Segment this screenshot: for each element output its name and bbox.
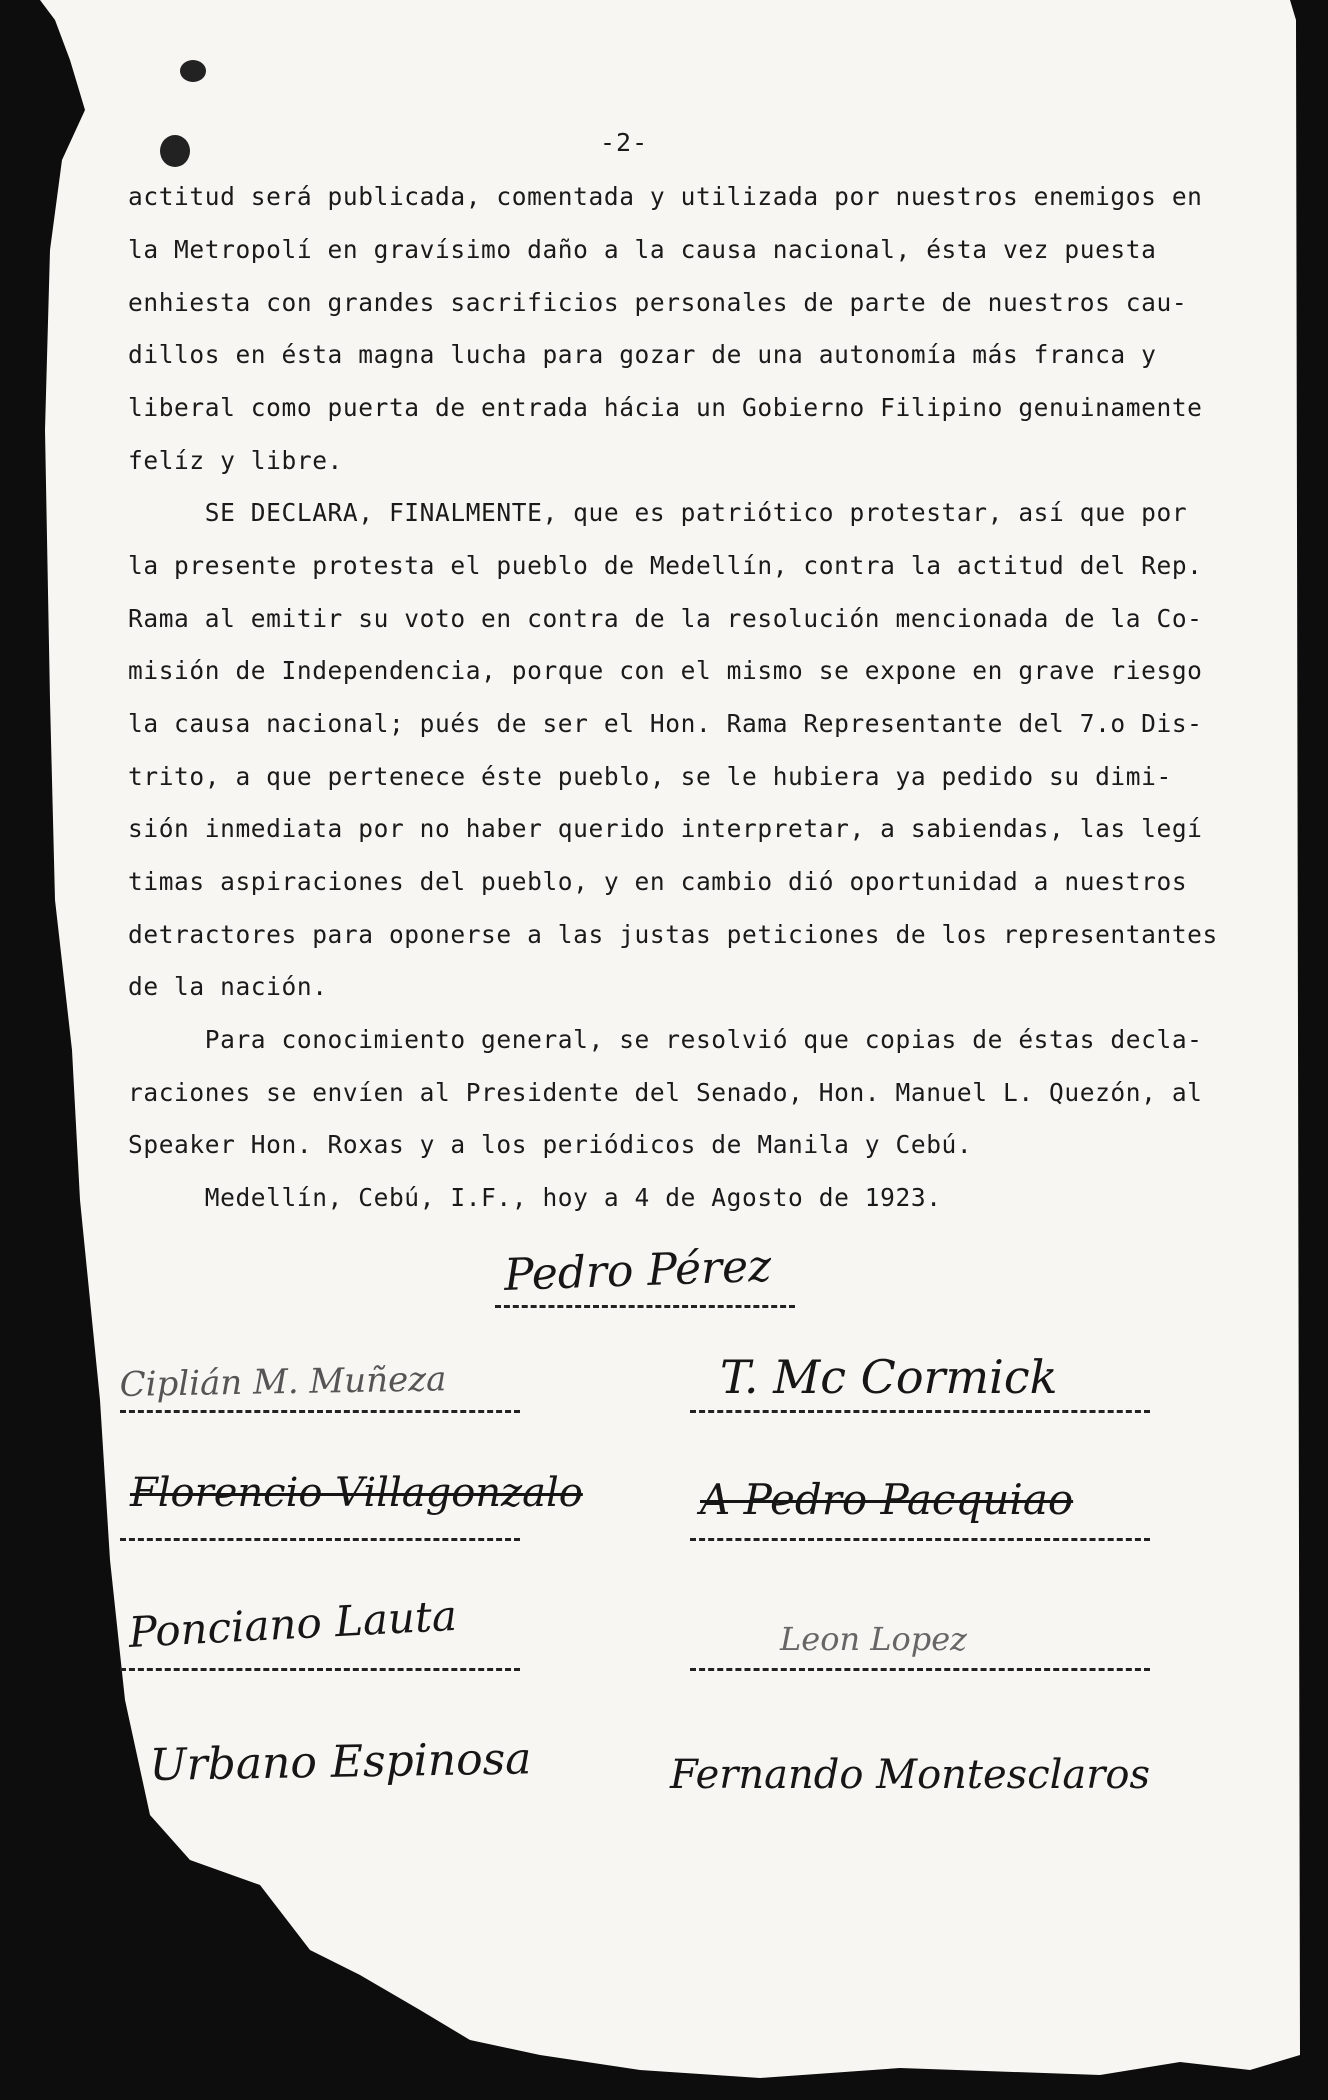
body-line: trito, a que pertenece éste pueblo, se le hubiera ya pedido su dimi-: [128, 762, 1172, 791]
body-line: la Metropolí en gravísimo daño a la causa nacional, ésta vez puesta: [128, 235, 1157, 264]
body-line: SE DECLARA, FINALMENTE, que es patriótico protestar, así que por: [128, 498, 1188, 527]
body-line: timas aspiraciones del pueblo, y en cambio dió oportunidad a nuestros: [128, 867, 1188, 896]
signature: T. Mc Cormick: [720, 1350, 1058, 1404]
body-line: enhiesta con grandes sacrificios personales de parte de nuestros cau-: [128, 288, 1188, 317]
signature: Ciplián M. Muñeza: [119, 1359, 447, 1405]
body-line: la presente protesta el pueblo de Medellín, contra la actitud del Rep.: [128, 551, 1203, 580]
page-number: -2-: [600, 128, 649, 157]
signature-line: [495, 1305, 795, 1308]
body-line: dillos en ésta magna lucha para gozar de una autonomía más franca y: [128, 340, 1157, 369]
body-line: de la nación.: [128, 972, 328, 1001]
signature-line: [690, 1410, 1150, 1413]
signature-line: [120, 1410, 520, 1413]
signature-line: [690, 1668, 1150, 1671]
body-line: liberal como puerta de entrada hácia un Gobierno Filipino genuinamente: [128, 393, 1203, 422]
signature-line: [120, 1538, 520, 1541]
signature: Florencio Villagonzalo: [130, 1470, 583, 1516]
signature: A Pedro Pacquiao: [700, 1475, 1074, 1524]
body-line: Para conocimiento general, se resolvió que copias de éstas decla-: [128, 1025, 1203, 1054]
signature: Leon Lopez: [780, 1620, 968, 1658]
body-line: detractores para oponerse a las justas peticiones de los representantes: [128, 920, 1218, 949]
body-line: raciones se envíen al Presidente del Senado, Hon. Manuel L. Quezón, al: [128, 1078, 1203, 1107]
body-line: la causa nacional; pués de ser el Hon. Rama Representante del 7.o Dis-: [128, 709, 1203, 738]
signature-line: [690, 1538, 1150, 1541]
body-line: actitud será publicada, comentada y utilizada por nuestros enemigos en: [128, 182, 1203, 211]
signature-line: [120, 1668, 520, 1671]
signature: Pedro Pérez: [503, 1240, 773, 1301]
body-line: Speaker Hon. Roxas y a los periódicos de Manila y Cebú.: [128, 1130, 973, 1159]
signature: Urbano Espinosa: [149, 1733, 532, 1791]
body-line: felíz y libre.: [128, 446, 343, 475]
body-line: sión inmediata por no haber querido interpretar, a sabiendas, las legí: [128, 814, 1203, 843]
dateline: Medellín, Cebú, I.F., hoy a 4 de Agosto de 1923.: [128, 1183, 942, 1212]
body-line: Rama al emitir su voto en contra de la resolución mencionada de la Co-: [128, 604, 1203, 633]
body-line: misión de Independencia, porque con el mismo se expone en grave riesgo: [128, 656, 1203, 685]
signature: Ponciano Lauta: [127, 1590, 459, 1657]
signature: Fernando Montesclaros: [670, 1752, 1150, 1798]
